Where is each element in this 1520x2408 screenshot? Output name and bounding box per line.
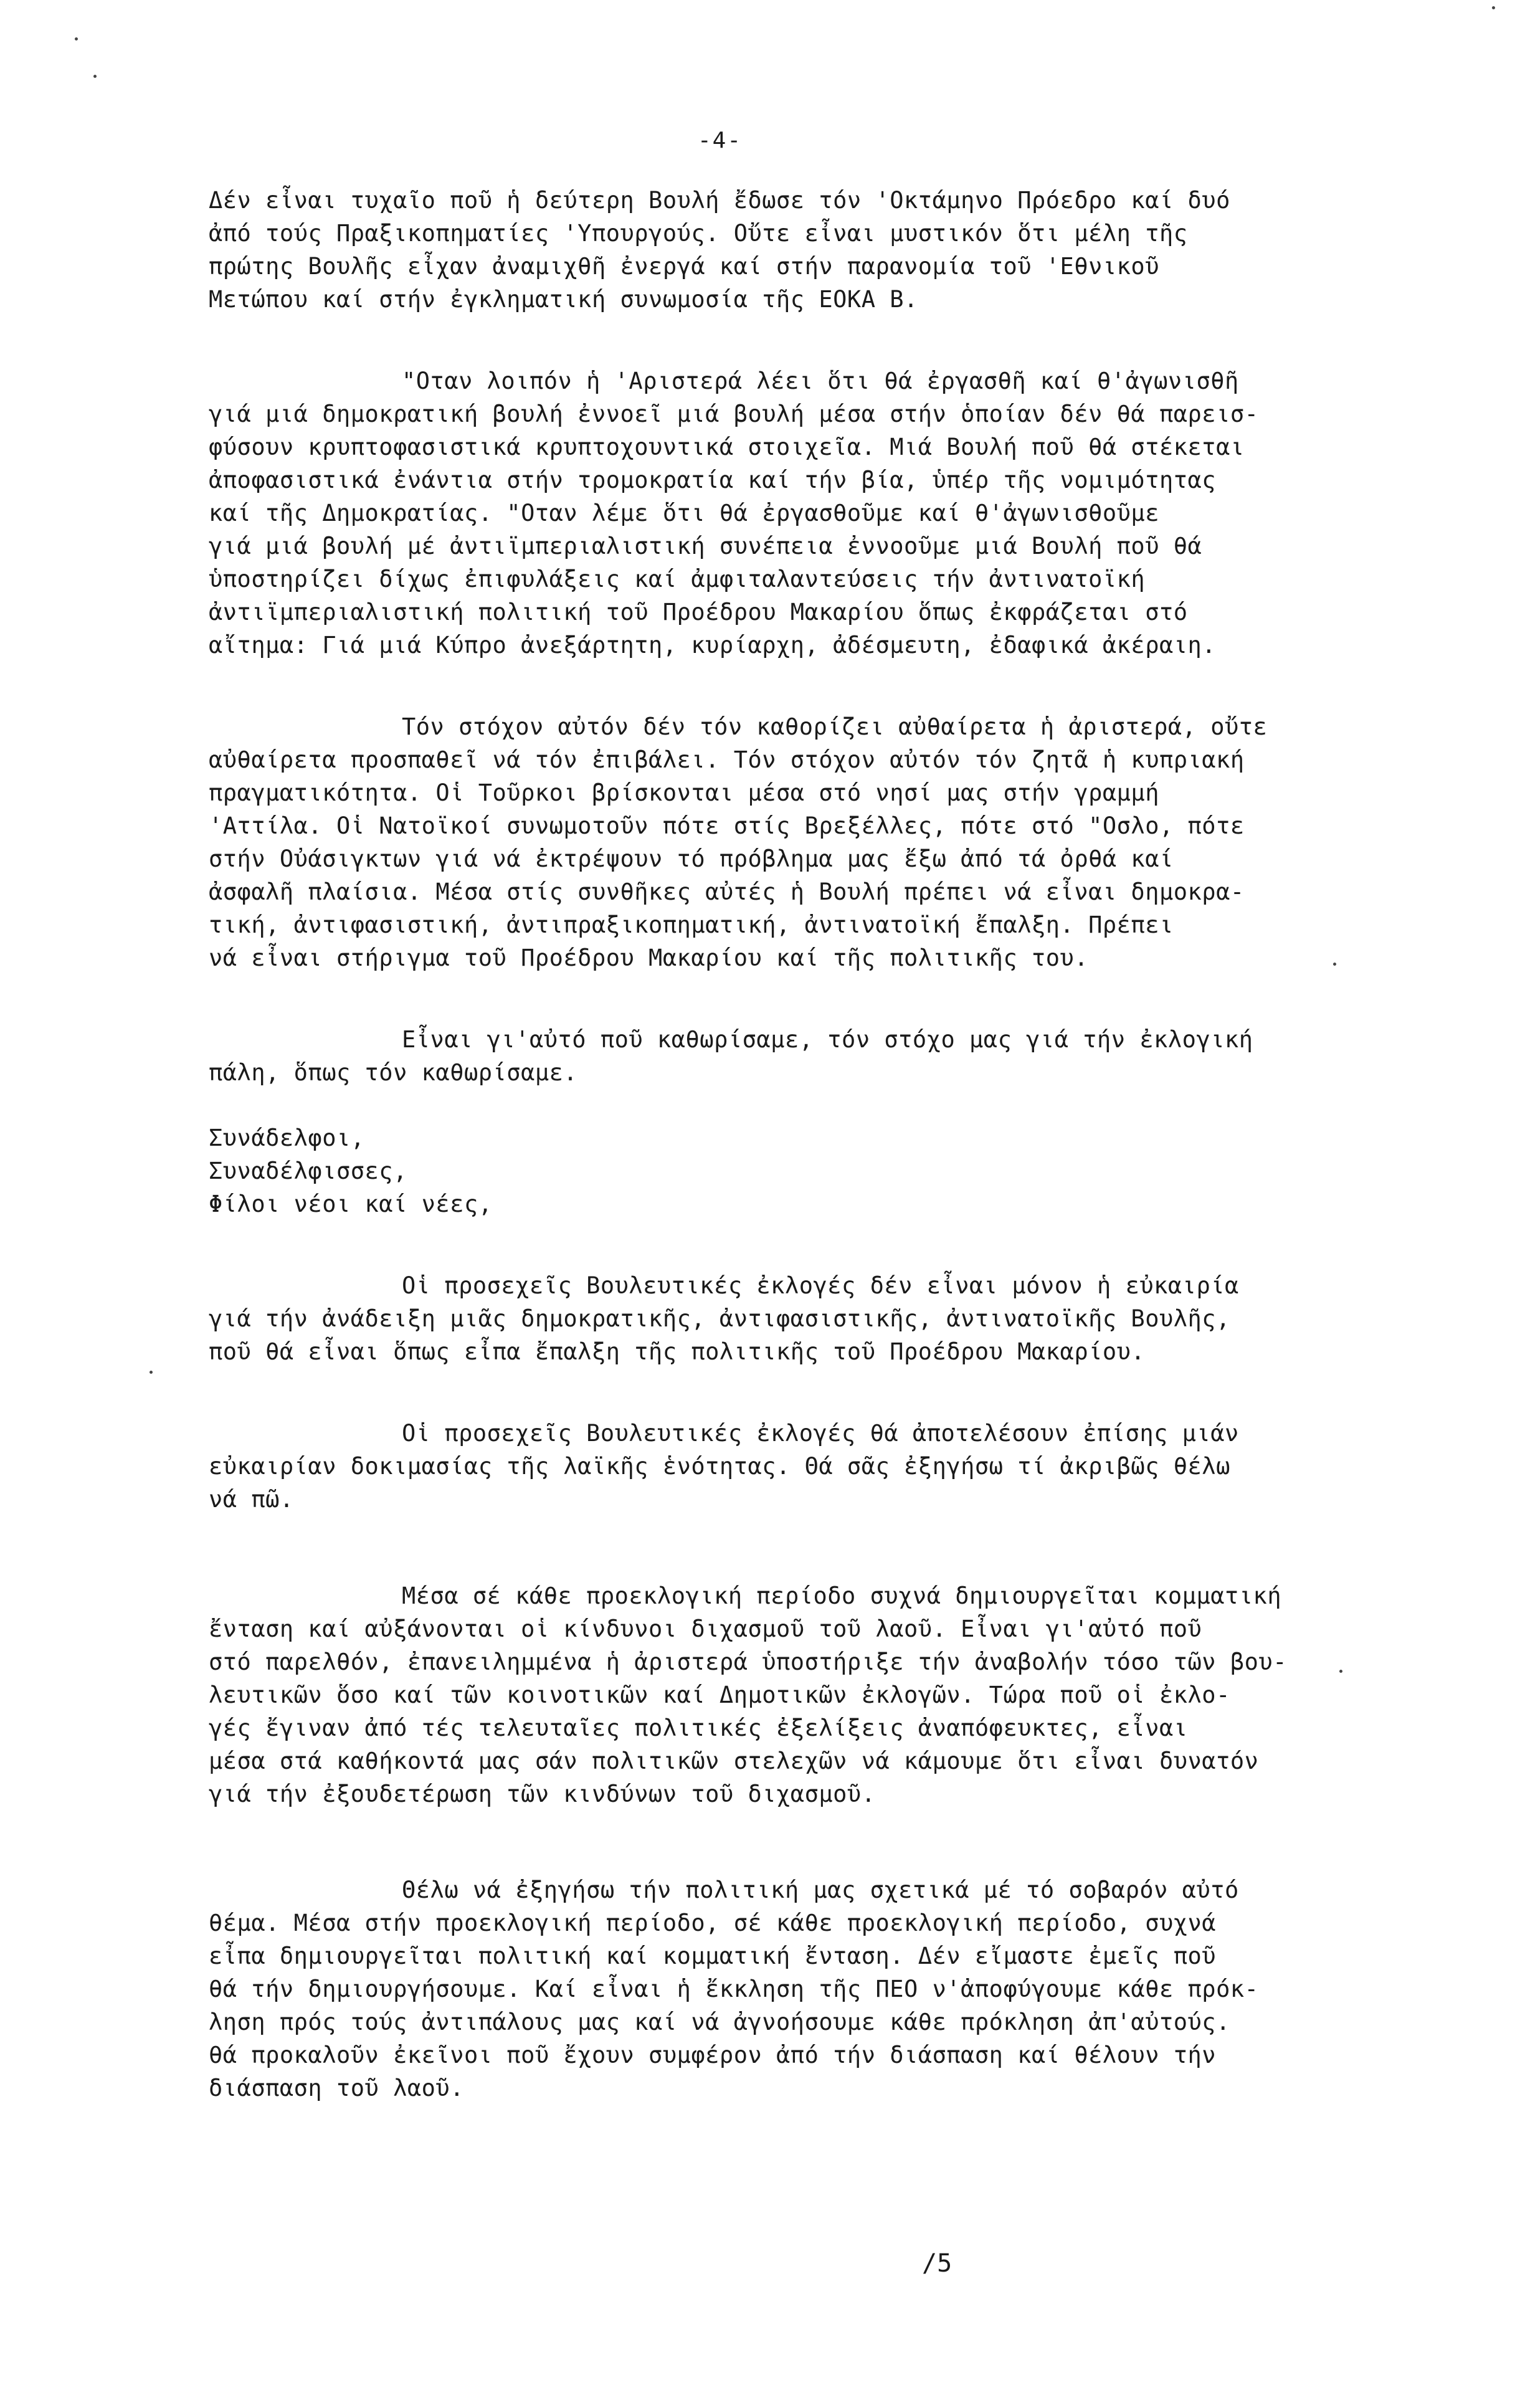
paragraph-7-line-2: ἔνταση καί αὐξάνονται οἱ κίνδυνοι διχασμοῦ τοῦ λαοῦ. Εἶναι γι'αὐτό ποῦ	[209, 1616, 1202, 1642]
scan-speck	[150, 1371, 153, 1374]
paragraph-7-line-6: μέσα στά καθήκοντά μας σάν πολιτικῶν στελεχῶν νά κάμουμε ὅτι εἶναι δυνατόν	[209, 1748, 1259, 1774]
paragraph-3-line-4: 'Αττίλα. Οἱ Νατοϊκοί συνωμοτοῦν πότε στίς Βρεξέλλες, πότε στό "Οσλο, πότε	[209, 812, 1245, 839]
paragraph-2-line-3: φύσουν κρυπτοφασιστικά κρυπτοχουντικά στοιχεῖα. Μιά Βουλή ποῦ θά στέκεται	[209, 434, 1245, 460]
continuation-mark: /5	[922, 2249, 952, 2278]
paragraph-3-line-3: πραγματικότητα. Οἱ Τοῦρκοι βρίσκονται μέσα στό νησί μας στήν γραμμή	[209, 779, 1159, 806]
paragraph-3-line-1: Τόν στόχον αὐτόν δέν τόν καθορίζει αὐθαίρετα ἡ ἀριστερά, οὔτε	[402, 713, 1268, 740]
paragraph-8-line-4: θά τήν δημιουργήσουμε. Καί εἶναι ἡ ἔκκληση τῆς ΠΕΟ ν'ἀποφύγουμε κάθε πρόκ-	[209, 1976, 1259, 2002]
paragraph-5-line-1: Οἱ προσεχεῖς Βουλευτικές ἐκλογές δέν εἶναι μόνον ἡ εὐκαιρία	[402, 1272, 1239, 1299]
paragraph-1-line-2: ἀπό τούς Πραξικοπηματίες 'Υπουργούς. Οὔτε εἶναι μυστικόν ὅτι μέλη τῆς	[209, 220, 1188, 247]
paragraph-6-line-3: νά πῶ.	[209, 1486, 294, 1513]
paragraph-6-line-1: Οἱ προσεχεῖς Βουλευτικές ἐκλογές θά ἀποτελέσουν ἐπίσης μιάν	[402, 1420, 1239, 1447]
paragraph-2-line-2: γιά μιά δημοκρατική βουλή ἐννοεῖ μιά βουλή μέσα στήν ὁποίαν δέν θά παρεισ-	[209, 401, 1259, 427]
paragraph-8-line-5: ληση πρός τούς ἀντιπάλους μας καί νά ἀγνοήσουμε κάθε πρόκληση ἀπ'αὐτούς.	[209, 2009, 1230, 2035]
scan-speck	[1333, 963, 1336, 966]
paragraph-3-line-7: τική, ἀντιφασιστική, ἀντιπραξικοπηματική, ἀντινατοϊκή ἔπαλξη. Πρέπει	[209, 911, 1174, 938]
paragraph-7-line-1: Μέσα σέ κάθε προεκλογική περίοδο συχνά δημιουργεῖται κομματική	[402, 1582, 1282, 1609]
salutation-line-1: Συνάδελφοι,	[209, 1125, 365, 1151]
paragraph-1-line-4: Μετώπου καί στήν ἐγκληματική συνωμοσία τῆς ΕΟΚΑ Β.	[209, 286, 918, 313]
paragraph-3-line-2: αὐθαίρετα προσπαθεῖ νά τόν ἐπιβάλει. Τόν στόχον αὐτόν τόν ζητᾶ ἡ κυπριακή	[209, 746, 1245, 773]
paragraph-7-line-5: γές ἔγιναν ἀπό τές τελευταῖες πολιτικές ἐξελίξεις ἀναπόφευκτες, εἶναι	[209, 1715, 1188, 1741]
salutation-line-3: Φίλοι νέοι καί νέες,	[209, 1191, 493, 1217]
paragraph-2-line-6: γιά μιά βουλή μέ ἀντιϊμπεριαλιστική συνέπεια ἐννοοῦμε μιά Βουλή ποῦ θά	[209, 533, 1202, 559]
paragraph-1-line-3: πρώτης Βουλῆς εἶχαν ἀναμιχθῆ ἐνεργά καί στήν παρανομία τοῦ 'Εθνικοῦ	[209, 253, 1159, 280]
paragraph-2-line-7: ὑποστηρίζει δίχως ἐπιφυλάξεις καί ἀμφιταλαντεύσεις τήν ἀντινατοϊκή	[209, 566, 1146, 592]
paragraph-1-line-1: Δέν εἶναι τυχαῖο ποῦ ἡ δεύτερη Βουλή ἔδωσε τόν 'Οκτάμηνο Πρόεδρο καί δυό	[209, 187, 1230, 214]
paragraph-3-line-8: νά εἶναι στήριγμα τοῦ Προέδρου Μακαρίου καί τῆς πολιτικῆς του.	[209, 945, 1089, 971]
scan-speck	[1339, 1670, 1342, 1673]
paragraph-8-line-7: διάσπαση τοῦ λαοῦ.	[209, 2075, 464, 2101]
paragraph-4-line-1: Εἶναι γι'αὐτό ποῦ καθωρίσαμε, τόν στόχο μας γιά τήν ἐκλογική	[402, 1026, 1253, 1053]
salutation-line-2: Συναδέλφισσες,	[209, 1158, 407, 1184]
paragraph-8-line-2: θέμα. Μέσα στήν προεκλογική περίοδο, σέ κάθε προεκλογική περίοδο, συχνά	[209, 1910, 1217, 1936]
paragraph-2-line-8: ἀντιϊμπεριαλιστική πολιτική τοῦ Προέδρου Μακαρίου ὅπως ἐκφράζεται στό	[209, 599, 1188, 626]
paragraph-8-line-1: Θέλω νά ἐξηγήσω τήν πολιτική μας σχετικά μέ τό σοβαρόν αὐτό	[402, 1877, 1239, 1903]
scan-speck	[93, 75, 97, 78]
paragraph-5-line-2: γιά τήν ἀνάδειξη μιᾶς δημοκρατικῆς, ἀντιφασιστικῆς, ἀντινατοϊκῆς Βουλῆς,	[209, 1305, 1230, 1332]
paragraph-7-line-3: στό παρελθόν, ἐπανειλημμένα ἡ ἀριστερά ὑποστήριξε τήν ἀναβολήν τόσο τῶν βου-	[209, 1649, 1287, 1675]
paragraph-7-line-7: γιά τήν ἐξουδετέρωση τῶν κινδύνων τοῦ διχασμοῦ.	[209, 1781, 876, 1807]
page-number: -4-	[698, 128, 743, 153]
paragraph-3-line-5: στήν Οὐάσιγκτων γιά νά ἐκτρέψουν τό πρόβλημα μας ἔξω ἀπό τά ὀρθά καί	[209, 845, 1174, 872]
paragraph-6-line-2: εὐκαιρίαν δοκιμασίας τῆς λαϊκῆς ἑνότητας. Θά σᾶς ἐξηγήσω τί ἀκριβῶς θέλω	[209, 1453, 1230, 1480]
paragraph-8-line-6: θά προκαλοῦν ἐκεῖνοι ποῦ ἔχουν συμφέρον ἀπό τήν διάσπαση καί θέλουν τήν	[209, 2042, 1217, 2068]
scan-speck	[1492, 6, 1495, 9]
scan-speck	[75, 37, 78, 40]
paragraph-3-line-6: ἀσφαλῆ πλαίσια. Μέσα στίς συνθῆκες αὐτές ἡ Βουλή πρέπει νά εἶναι δημοκρα-	[209, 878, 1245, 905]
paragraph-7-line-4: λευτικῶν ὅσο καί τῶν κοινοτικῶν καί Δημοτικῶν ἐκλογῶν. Τώρα ποῦ οἱ ἐκλο-	[209, 1682, 1230, 1708]
paragraph-5-line-3: ποῦ θά εἶναι ὅπως εἶπα ἔπαλξη τῆς πολιτικῆς τοῦ Προέδρου Μακαρίου.	[209, 1338, 1146, 1365]
paragraph-2-line-9: αἴτημα: Γιά μιά Κύπρο ἀνεξάρτητη, κυρίαρχη, ἀδέσμευτη, ἐδαφικά ἀκέραιη.	[209, 632, 1217, 659]
paragraph-8-line-3: εἶπα δημιουργεῖται πολιτική καί κομματική ἔνταση. Δέν εἴμαστε ἐμεῖς ποῦ	[209, 1943, 1217, 1969]
paragraph-2-line-4: ἀποφασιστικά ἐνάντια στήν τρομοκρατία καί τήν βία, ὑπέρ τῆς νομιμότητας	[209, 467, 1217, 493]
paragraph-2-line-5: καί τῆς Δημοκρατίας. "Οταν λέμε ὅτι θά ἐργασθοῦμε καί θ'ἀγωνισθοῦμε	[209, 500, 1159, 526]
paragraph-2-line-1: "Οταν λοιπόν ἡ 'Αριστερά λέει ὅτι θά ἐργασθῆ καί θ'ἀγωνισθῆ	[402, 368, 1239, 394]
paragraph-4-line-2: πάλη, ὅπως τόν καθωρίσαμε.	[209, 1059, 578, 1086]
